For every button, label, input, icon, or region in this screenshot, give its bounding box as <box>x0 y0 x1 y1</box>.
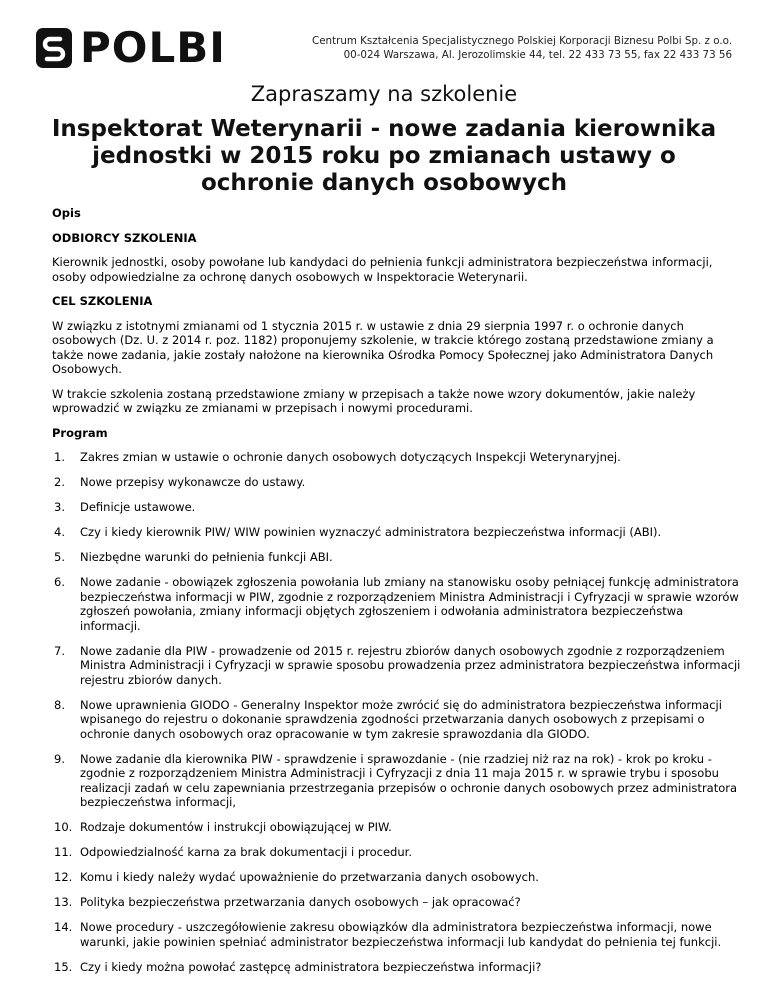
program-item-number: 10. <box>54 820 73 834</box>
program-item <box>52 550 742 565</box>
program-item-number: 5. <box>54 550 65 564</box>
program-item <box>52 525 742 540</box>
program-item-text: Nowe procedury - uszczegółowienie zakresu obowiązków dla administratora bezpieczeństwa informacji, nowe warunki, jakie powinien spełniać administrator bezpieczeństwa informacji lub kandydat do pełnienia tej funkcji. <box>80 920 722 949</box>
program-item-number: 11. <box>54 845 73 859</box>
goal-text-2: W trakcie szkolenia zostaną przedstawione zmiany w przepisach a także nowe wzory dokumentów, jakie należy wprowadzić w związku ze zmianami w przepisach i nowymi procedurami. <box>52 386 696 415</box>
program-item <box>52 644 742 688</box>
program-item-text: Nowe uprawnienia GIODO - Generalny Inspektor może zwrócić się do administratora bezpieczeństwa informacji wpisanego do rejestru o dokonanie sprawdzenia zgodności przetwarzania danych osobowych z przepisami o ochronie danych osobowych oraz opracowanie w tym zakresie sprawozdania dla GIODO. <box>80 697 722 741</box>
program-item-number: 13. <box>54 895 73 909</box>
description-label: Opis <box>52 206 81 220</box>
program-item-number: 1. <box>54 450 65 464</box>
program-item <box>52 500 742 515</box>
audience-text: Kierownik jednostki, osoby powołane lub kandydaci do pełnienia funkcji administratora bezpieczeństwa informacji, osoby odpowiedzialne za ochronę danych osobowych w Inspektoracie Weterynarii. <box>52 255 713 284</box>
program-item-number: 7. <box>54 643 65 658</box>
program-item-text: Polityka bezpieczeństwa przetwarzania danych osobowych – jak opracować? <box>80 895 521 909</box>
program-item-number: 3. <box>54 500 65 514</box>
program-item <box>52 575 742 633</box>
program-item-text: Nowe zadanie dla PIW - prowadzenie od 2015 r. rejestru zbiorów danych osobowych zgodnie z rozporządzeniem Ministra Administracji i Cyfryzacji w sprawie sposobu prowadzenia przez administratora bezpieczeństwa informacji rejestru zbiorów danych. <box>80 643 741 687</box>
program-item-text: Odpowiedzialność karna za brak dokumentacji i procedur. <box>80 845 412 859</box>
company-address: 00-024 Warszawa, Al. Jerozolimskie 44, tel. 22 433 73 55, fax 22 433 73 56 <box>343 49 732 61</box>
program-item-text: Definicje ustawowe. <box>80 500 196 514</box>
goal-text-1: W związku z istotnymi zmianami od 1 stycznia 2015 r. w ustawie z dnia 29 sierpnia 1997 r. o ochronie danych osobowych (Dz. U. z 2014 r. poz. 1182) proponujemy szkolenie, w trakcie którego zostaną przedstawione zmiany a także nowe zadania, jakie zostały nałożone na kierownika Ośrodka Pomocy Społecznej jako Administratora Danych Osobowych. <box>52 318 714 376</box>
program-item <box>52 845 742 860</box>
program-item-number: 14. <box>54 920 73 934</box>
program-item-text: Niezbędne warunki do pełnienia funkcji ABI. <box>80 550 333 564</box>
program-item <box>52 475 742 490</box>
program-item-text: Nowe zadanie dla kierownika PIW - sprawdzenie i sprawozdanie - (nie rzadziej niż raz na rok) - krok po kroku - zgodnie z rozporządzeniem Ministra Administracji i Cyfryzacji z dnia 11 maja 2015 r. w sprawie trybu i sposobu realizacji zadań w celu zapewniania przestrzegania przepisów o ochronie danych osobowych przez administratora bezpieczeństwa informacji, <box>80 751 738 809</box>
program-item <box>52 698 742 742</box>
program-item <box>52 752 742 810</box>
document-body <box>52 206 742 985</box>
polbi-logo-icon <box>36 28 72 68</box>
company-info <box>312 34 732 62</box>
logo-text: POLBI <box>80 23 226 72</box>
program-item <box>52 960 742 975</box>
program-item-text: Zakres zmian w ustawie o ochronie danych osobowych dotyczących Inspekcji Weterynaryjnej. <box>80 450 621 464</box>
program-item-text: Rodzaje dokumentów i instrukcji obowiązującej w PIW. <box>80 820 392 834</box>
program-item-text: Nowe zadanie - obowiązek zgłoszenia powołania lub zmiany na stanowisku osoby pełniącej funkcję administratora bezpieczeństwa informacji w PIW, zgodnie z rozporządzeniem Ministra Administracji i Cyfryzacji w sprawie wzorów zgłoszeń powołania, zmiany informacji objętych zgłoszeniem i odwołania administratora bezpieczeństwa informacji. <box>80 575 739 633</box>
program-heading: Program <box>52 425 108 440</box>
document-header <box>0 0 768 80</box>
program-item-number: 2. <box>54 475 65 489</box>
program-item-number: 8. <box>54 697 65 712</box>
training-title: Inspektorat Weterynarii - nowe zadania kierownika jednostki w 2015 roku po zmianach ustawy o ochronie danych osobowych <box>51 116 717 196</box>
program-item-number: 15. <box>54 959 73 974</box>
program-item-number: 12. <box>54 870 73 884</box>
program-item-number: 6. <box>54 575 65 589</box>
polbi-logo <box>36 23 226 72</box>
program-list <box>52 450 742 974</box>
program-item <box>52 450 742 465</box>
program-item-text: Komu i kiedy należy wydać upoważnienie do przetwarzania danych osobowych. <box>80 870 539 884</box>
program-item <box>52 820 742 835</box>
program-item <box>52 895 742 910</box>
program-item <box>52 920 742 949</box>
program-item-text: Nowe przepisy wykonawcze do ustawy. <box>80 475 306 489</box>
program-item-number: 9. <box>54 751 65 766</box>
audience-heading: ODBIORCY SZKOLENIA <box>52 230 197 245</box>
invite-heading: Zapraszamy na szkolenie <box>250 82 518 106</box>
goal-heading: CEL SZKOLENIA <box>52 294 153 308</box>
program-item <box>52 870 742 885</box>
program-item-number: 4. <box>54 525 65 539</box>
company-name: Centrum Kształcenia Specjalistycznego Polskiej Korporacji Biznesu Polbi Sp. z o.o. <box>312 35 732 47</box>
program-item-text: Czy i kiedy kierownik PIW/ WIW powinien wyznaczyć administratora bezpieczeństwa informacji (ABI). <box>80 525 662 539</box>
program-item-text: Czy i kiedy można powołać zastępcę administratora bezpieczeństwa informacji? <box>80 959 542 974</box>
